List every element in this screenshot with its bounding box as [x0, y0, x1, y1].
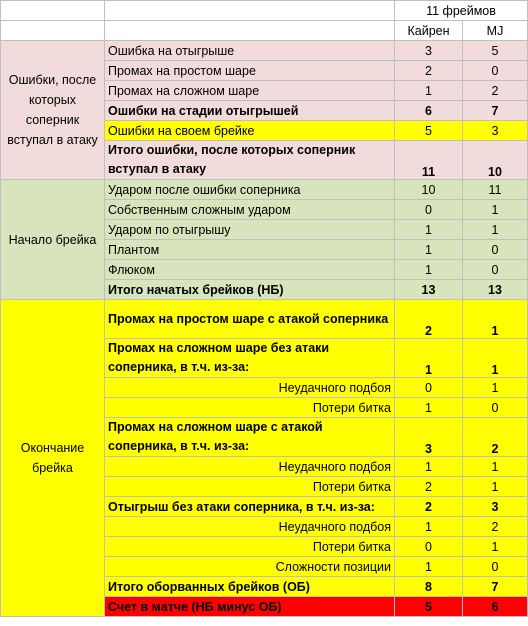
player2-value: 0 [463, 557, 528, 577]
row-label: Потери битка [105, 537, 395, 557]
player2-value: 1 [463, 378, 528, 398]
row-label: Ударом после ошибки соперника [105, 180, 395, 200]
player1-value: 5 [395, 597, 463, 617]
row-label: Итого начатых брейков (НБ) [105, 280, 395, 300]
player2-value: 11 [463, 180, 528, 200]
player1-value: 1 [395, 517, 463, 537]
player1-value: 5 [395, 121, 463, 141]
player2-value: 1 [463, 339, 528, 378]
row-label: Собственным сложным ударом [105, 200, 395, 220]
player1-value: 1 [395, 339, 463, 378]
player1-value: 1 [395, 457, 463, 477]
row-label: Ошибка на отыгрыше [105, 41, 395, 61]
player1-value: 2 [395, 497, 463, 517]
player2-value: 2 [463, 81, 528, 101]
row-label: Флюком [105, 260, 395, 280]
player1-value: 0 [395, 537, 463, 557]
row-label: Промах на простом шаре с атакой соперника [105, 300, 395, 339]
frames-label: 11 фреймов [395, 1, 528, 21]
player2-value: 13 [463, 280, 528, 300]
row-label: Неудачного подбоя [105, 517, 395, 537]
row-label: Сложности позиции [105, 557, 395, 577]
player2-name: MJ [463, 21, 528, 41]
player1-value: 8 [395, 577, 463, 597]
section-label-errors: Ошибки, после которых соперник вступал в атаку [1, 41, 105, 180]
row-label: Ударом по отыгрышу [105, 220, 395, 240]
player2-value: 1 [463, 220, 528, 240]
player1-name: Кайрен [395, 21, 463, 41]
row-label: Плантом [105, 240, 395, 260]
player1-value: 3 [395, 41, 463, 61]
header-empty-cell [105, 1, 395, 21]
row-label: Потери битка [105, 398, 395, 418]
player1-value: 6 [395, 101, 463, 121]
player2-value: 0 [463, 398, 528, 418]
row-label: Промах на сложном шаре [105, 81, 395, 101]
header-empty-cell [105, 21, 395, 41]
row-label: Отыгрыш без атаки соперника, в т.ч. из-за: [105, 497, 395, 517]
player2-value: 1 [463, 300, 528, 339]
player1-value: 1 [395, 557, 463, 577]
player1-value: 0 [395, 378, 463, 398]
row-label: Промах на простом шаре [105, 61, 395, 81]
row-label: Промах на сложном шаре без атаки соперника, в т.ч. из-за: [105, 339, 395, 378]
player2-value: 1 [463, 457, 528, 477]
row-label: Счет в матче (НБ минус ОБ) [105, 597, 395, 617]
header-empty-cell [1, 21, 105, 41]
row-label: Неудачного подбоя [105, 378, 395, 398]
player2-value: 0 [463, 240, 528, 260]
player2-value: 2 [463, 517, 528, 537]
player1-value: 2 [395, 477, 463, 497]
table-row [1, 180, 528, 200]
row-label: Ошибки на своем брейке [105, 121, 395, 141]
player1-value: 2 [395, 300, 463, 339]
player1-value: 10 [395, 180, 463, 200]
player1-value: 1 [395, 260, 463, 280]
row-label: Итого оборванных брейков (ОБ) [105, 577, 395, 597]
player1-value: 0 [395, 200, 463, 220]
player2-value: 3 [463, 121, 528, 141]
player2-value: 2 [463, 418, 528, 457]
player1-value: 1 [395, 398, 463, 418]
player2-value: 1 [463, 537, 528, 557]
row-label: Неудачного подбоя [105, 457, 395, 477]
header-row-frames [1, 1, 528, 21]
player2-value: 1 [463, 477, 528, 497]
player1-value: 1 [395, 81, 463, 101]
header-row-players [1, 21, 528, 41]
player1-value: 2 [395, 61, 463, 81]
row-label: Потери битка [105, 477, 395, 497]
player2-value: 1 [463, 200, 528, 220]
player1-value: 13 [395, 280, 463, 300]
section-label-break-start: Начало брейка [1, 180, 105, 300]
player2-value: 3 [463, 497, 528, 517]
section-label-break-end: Окончание брейка [1, 300, 105, 617]
player1-value: 3 [395, 418, 463, 457]
header-empty-cell [1, 1, 105, 21]
player2-value: 0 [463, 61, 528, 81]
player2-value: 7 [463, 577, 528, 597]
table-row [1, 41, 528, 61]
player1-value: 11 [395, 141, 463, 180]
player2-value: 10 [463, 141, 528, 180]
player2-value: 5 [463, 41, 528, 61]
player2-value: 6 [463, 597, 528, 617]
player1-value: 1 [395, 240, 463, 260]
player2-value: 0 [463, 260, 528, 280]
row-label: Итого ошибки, после которых соперник вступал в атаку [105, 141, 395, 180]
player2-value: 7 [463, 101, 528, 121]
table-row [1, 300, 528, 339]
row-label: Промах на сложном шаре с атакой соперника, в т.ч. из-за: [105, 418, 395, 457]
row-label: Ошибки на стадии отыгрышей [105, 101, 395, 121]
player1-value: 1 [395, 220, 463, 240]
